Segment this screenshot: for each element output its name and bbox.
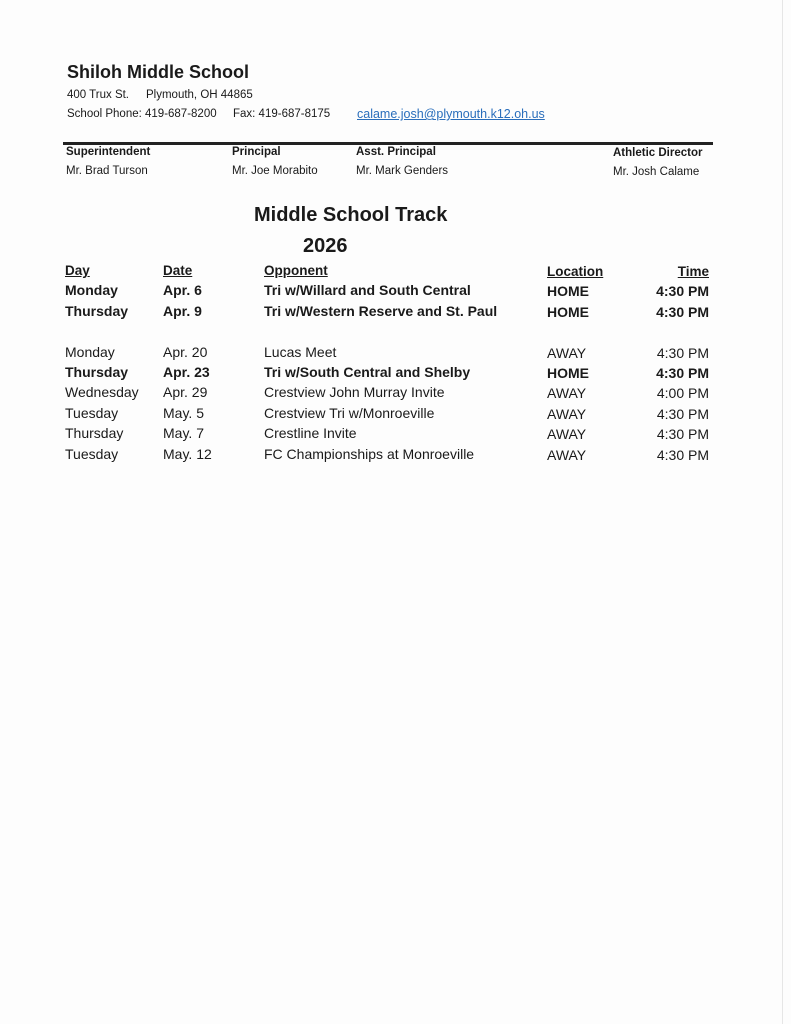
cell-day: Monday [65,282,118,298]
page-edge [782,0,783,1024]
cell-opponent: Crestview John Murray Invite [264,384,445,400]
cell-day: Wednesday [65,384,139,400]
cell-location: AWAY [547,426,587,442]
cell-time: 4:30 PM [656,406,709,422]
staff-title-superintendent: Superintendent [66,146,151,158]
cell-location: HOME [547,365,589,381]
cell-location: HOME [547,304,589,320]
cell-location: AWAY [547,447,587,463]
cell-date: Apr. 20 [163,344,208,360]
cell-time: 4:30 PM [656,447,709,463]
school-name: Shiloh Middle School [67,62,249,82]
cell-opponent: Tri w/Willard and South Central [264,282,471,298]
cell-date: Apr. 9 [163,303,202,319]
cell-date: Apr. 23 [163,364,210,380]
cell-day: Thursday [65,364,129,380]
column-header-opponent: Opponent [264,263,328,278]
cell-date: May. 7 [163,425,204,441]
school-fax: Fax: 419-687-8175 [233,108,331,120]
cell-opponent: Crestview Tri w/Monroeville [264,405,435,421]
cell-time: 4:30 PM [656,426,709,442]
cell-date: Apr. 6 [163,282,202,298]
column-header-day: Day [65,263,90,278]
cell-location: AWAY [547,385,587,401]
cell-location: AWAY [547,345,587,361]
cell-date: May. 5 [163,405,204,421]
staff-name-asst-principal: Mr. Mark Genders [356,165,449,177]
cell-opponent: Crestline Invite [264,425,357,441]
city-address: Plymouth, OH 44865 [146,89,253,101]
school-phone: School Phone: 419-687-8200 [67,108,217,120]
schedule-title: Middle School Track [254,204,448,226]
schedule-year: 2026 [303,235,348,257]
cell-time: 4:30 PM [656,365,709,381]
cell-date: May. 12 [163,446,212,462]
cell-time: 4:30 PM [656,283,709,299]
cell-day: Monday [65,344,115,360]
cell-day: Tuesday [65,405,119,421]
column-header-date: Date [163,263,193,278]
cell-day: Thursday [65,425,124,441]
cell-time: 4:30 PM [656,304,709,320]
cell-day: Tuesday [65,446,119,462]
staff-name-superintendent: Mr. Brad Turson [66,165,148,177]
cell-opponent: Tri w/South Central and Shelby [264,364,471,380]
column-header-time: Time [677,264,709,279]
cell-location: AWAY [547,406,587,422]
column-header-location: Location [547,264,604,279]
staff-title-asst-principal: Asst. Principal [356,146,436,158]
header-divider [63,142,713,145]
street-address: 400 Trux St. [67,89,130,101]
staff-name-principal: Mr. Joe Morabito [232,165,318,177]
cell-date: Apr. 29 [163,384,208,400]
cell-time: 4:00 PM [656,385,709,401]
cell-day: Thursday [65,303,129,319]
cell-opponent: FC Championships at Monroeville [264,446,475,462]
email-link[interactable]: calame.josh@plymouth.k12.oh.us [357,107,545,121]
cell-time: 4:30 PM [656,345,709,361]
cell-opponent: Lucas Meet [264,344,337,360]
staff-name-athletic-director: Mr. Josh Calame [613,166,700,178]
staff-title-principal: Principal [232,146,281,158]
staff-title-athletic-director: Athletic Director [613,147,703,159]
cell-location: HOME [547,283,589,299]
cell-opponent: Tri w/Western Reserve and St. Paul [264,303,498,319]
